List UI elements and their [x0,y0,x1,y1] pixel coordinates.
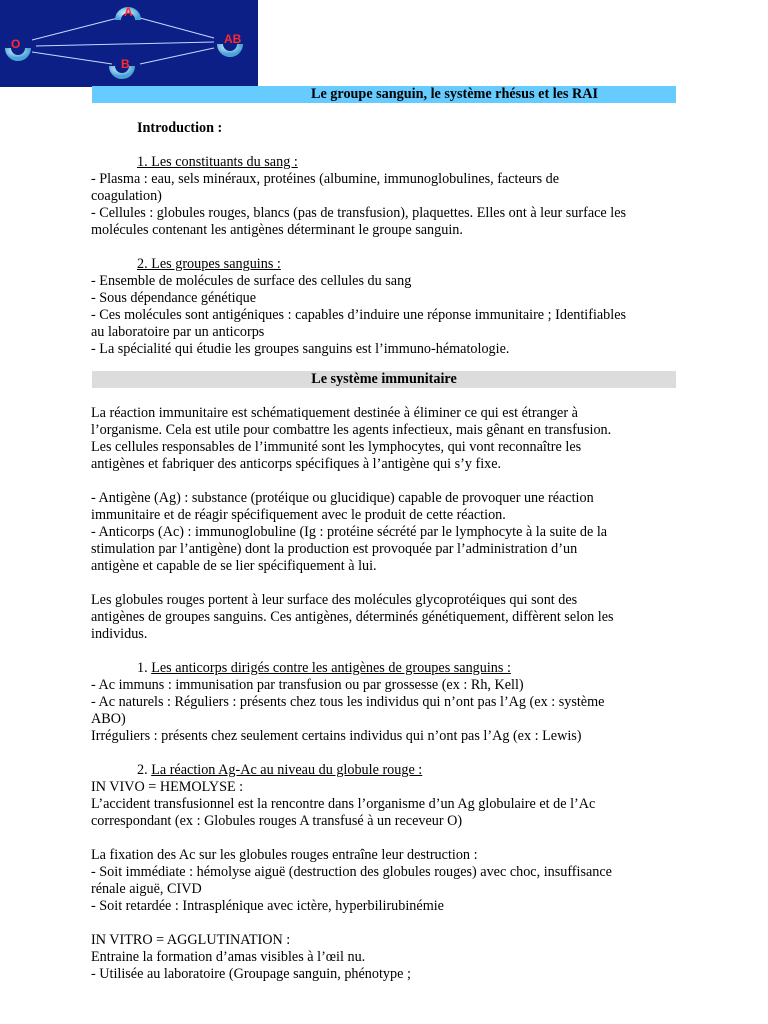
reaction-heading: La réaction Ag-Ac au niveau du globule rouge : [151,762,423,778]
text-line: - Ac naturels : Réguliers : présents chez tous les individus qui n’ont pas l’Ag (ex : système [91,694,605,710]
svg-text:B: B [121,57,130,71]
text-line: - Sous dépendance génétique [91,290,257,306]
text-line: individus. [91,626,148,642]
reaction-number: 2. [137,762,152,778]
text-line: au laboratoire par un anticorps [91,324,265,340]
text-line: l’organisme. Cela est utile pour combattre les agents infectieux, mais gênant en transfusion. [91,422,612,438]
text-line: - Anticorps (Ac) : immunoglobuline (Ig : protéine sécrété par le lymphocyte à la suite de la [91,524,608,540]
text-line: coagulation) [91,188,162,204]
text-line: stimulation par l’antigène) dont la production est provoquée par l’administration d’un [91,541,578,557]
text-line: immunitaire et de réagir spécifiquement avec le produit de cette réaction. [91,507,506,523]
text-line: - La spécialité qui étudie les groupes sanguins est l’immuno-hématologie. [91,341,510,357]
anticorps-number: 1. [137,660,152,676]
immune-system-heading: Le système immunitaire [311,371,457,387]
text-line: Irréguliers : présents chez seulement certains individus qui n’ont pas l’Ag (ex : Lewis) [91,728,582,744]
text-line: La réaction immunitaire est schématiquement destinée à éliminer ce qui est étranger à [91,405,578,421]
text-line: - Soit immédiate : hémolyse aiguë (destruction des globules rouges) avec choc, insuffisance [91,864,612,880]
text-line: - Utilisée au laboratoire (Groupage sanguin, phénotype ; [91,966,411,982]
svg-text:AB: AB [224,32,242,46]
text-line: rénale aiguë, CIVD [91,881,202,897]
text-line: correspondant (ex : Globules rouges A transfusé à un receveur O) [91,813,463,829]
text-line: ABO) [91,711,126,727]
text-line: - Antigène (Ag) : substance (protéique ou glucidique) capable de provoquer une réaction [91,490,594,506]
blood-group-logo [0,0,258,87]
text-line: - Ces molécules sont antigéniques : capables d’induire une réponse immunitaire ; Identifiables [91,307,627,323]
constituants-heading: 1. Les constituants du sang : [137,154,298,170]
reaction-heading-line [91,762,681,779]
text-line: antigènes de groupes sanguins. Ces antigènes, déterminés génétiquement, diffèrent selon les [91,609,614,625]
text-line: L’accident transfusionnel est la rencontre dans l’organisme d’un Ag globulaire et de l’Ac [91,796,596,812]
text-line: - Plasma : eau, sels minéraux, protéines (albumine, immunoglobulines, facteurs de [91,171,560,187]
text-line: antigènes et fabriquer des anticorps spécifiques à l’antigène qui s’y fixe. [91,456,502,472]
text-line: IN VIVO = HEMOLYSE : [91,779,244,795]
introduction-section [91,120,681,358]
text-line: - Soit retardée : Intrasplénique avec ictère, hyperbilirubinémie [91,898,444,914]
blood-group-diagram-icon [0,0,258,87]
svg-text:O: O [11,37,21,51]
svg-text:A: A [124,5,133,19]
document-title-bar [92,86,676,103]
text-line: IN VITRO = AGGLUTINATION : [91,932,291,948]
text-line: molécules contenant les antigènes déterminant le groupe sanguin. [91,222,463,238]
text-line: Les globules rouges portent à leur surface des molécules glycoprotéiques qui sont des [91,592,578,608]
text-line: - Ac immuns : immunisation par transfusion ou par grossesse (ex : Rh, Kell) [91,677,524,693]
text-line: - Cellules : globules rouges, blancs (pas de transfusion), plaquettes. Elles ont à leur surface les [91,205,627,221]
text-line: Les cellules responsables de l’immunité sont les lymphocytes, qui vont reconnaître les [91,439,582,455]
text-line: La fixation des Ac sur les globules rouges entraîne leur destruction : [91,847,478,863]
groupes-heading: 2. Les groupes sanguins : [137,256,281,272]
section-bar [92,371,676,388]
text-line: Entraine la formation d’amas visibles à l’œil nu. [91,949,366,965]
document-title: Le groupe sanguin, le système rhésus et les RAI [311,86,599,102]
anticorps-heading-line [91,660,681,677]
immune-system-section [91,405,681,983]
anticorps-heading: Les anticorps dirigés contre les antigènes de groupes sanguins : [151,660,511,676]
text-line: - Ensemble de molécules de surface des cellules du sang [91,273,412,289]
introduction-heading: Introduction : [137,120,223,136]
text-line: antigène et capable de se lier spécifiquement à lui. [91,558,377,574]
